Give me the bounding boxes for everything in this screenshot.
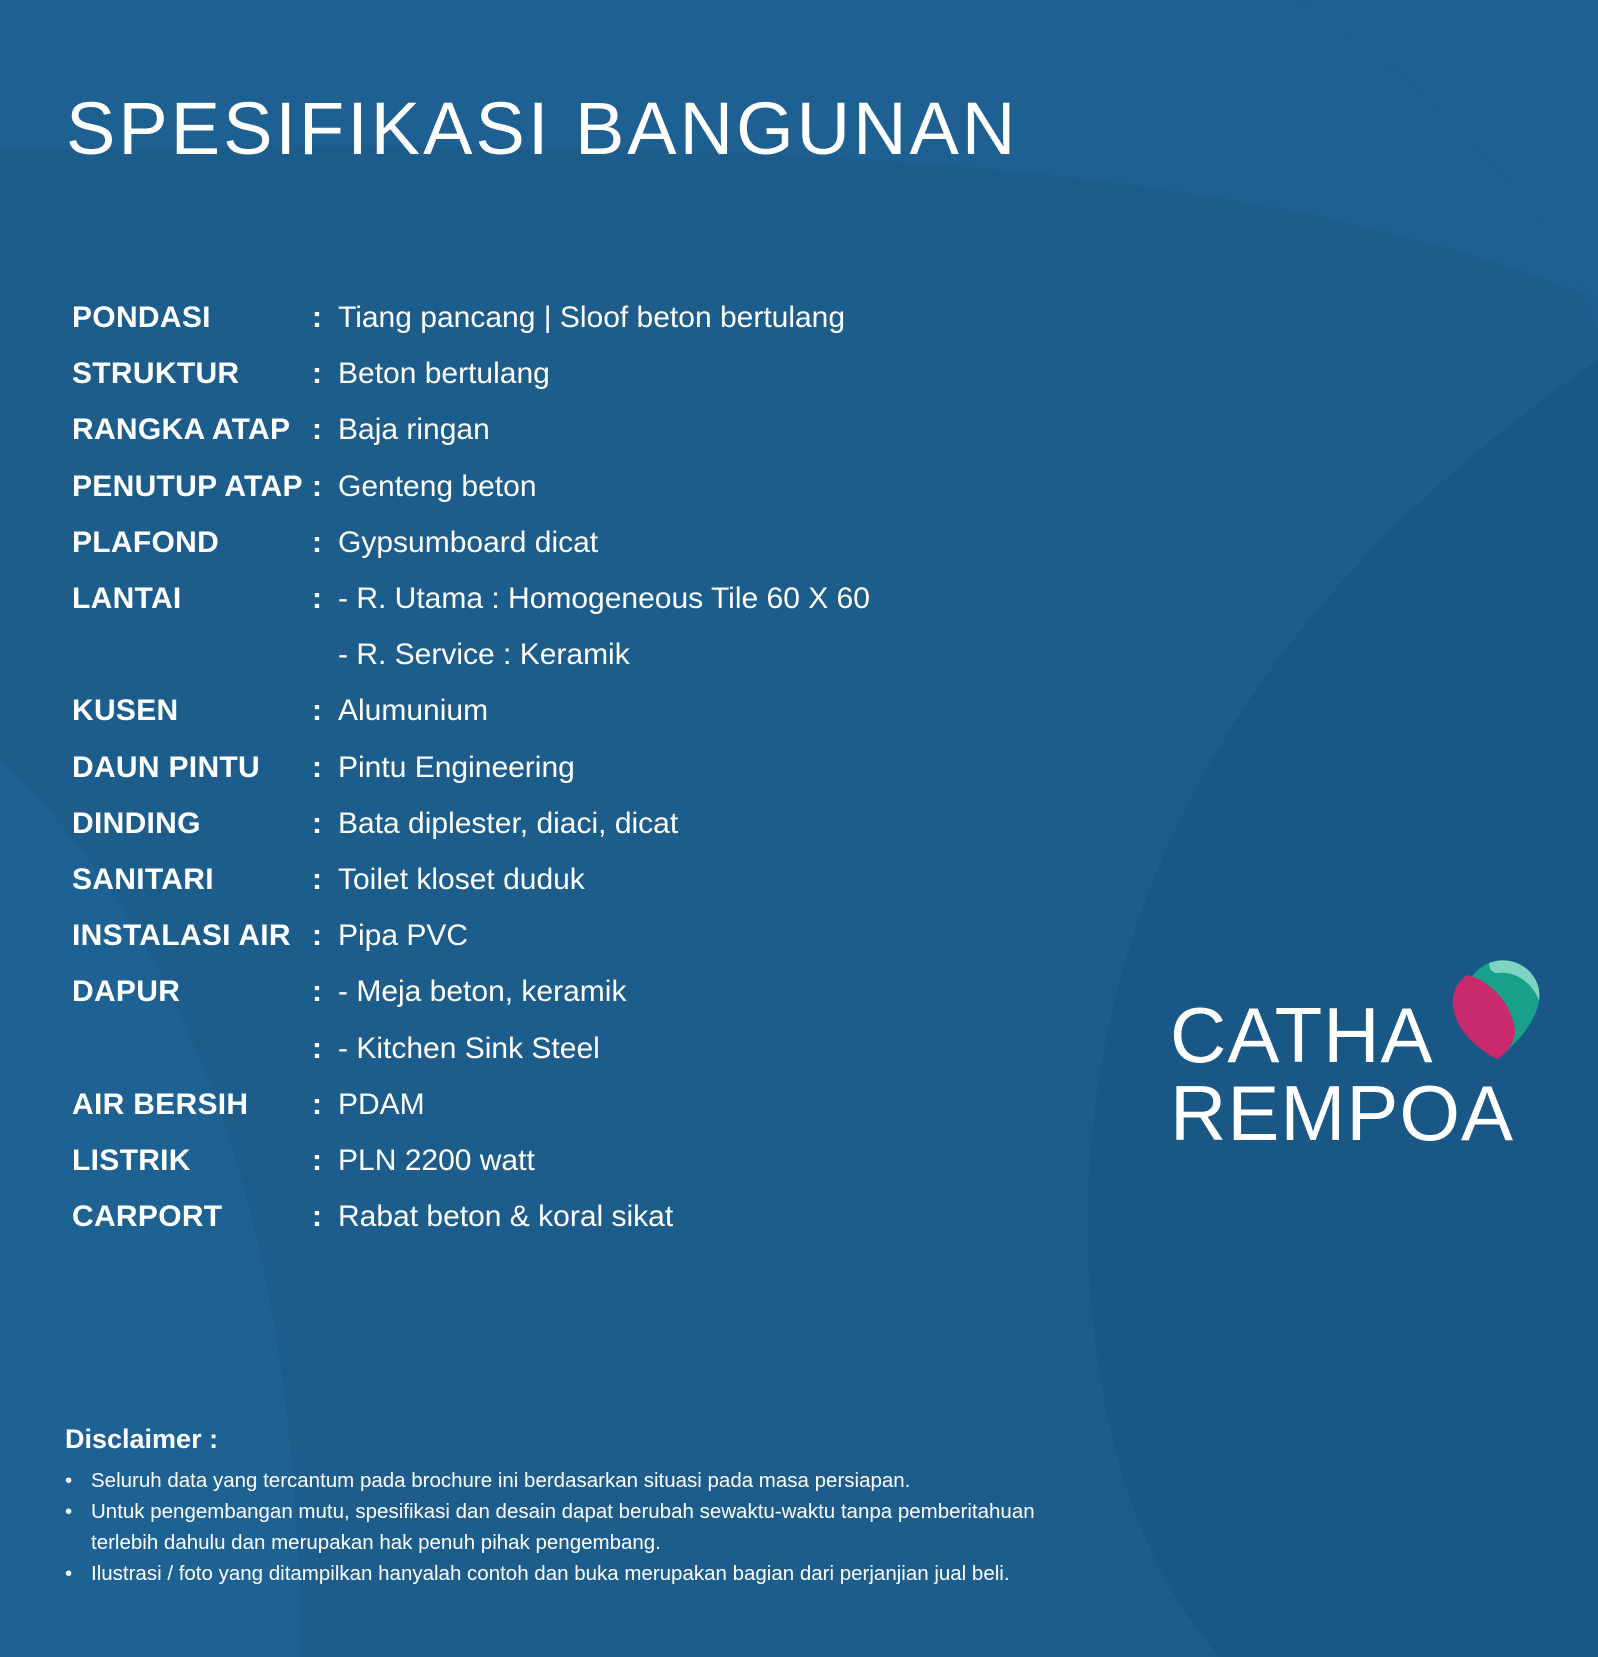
disclaimer-item [65, 1465, 1091, 1496]
spec-label: SANITARI [72, 862, 214, 896]
spec-value: PLN 2200 watt [338, 1143, 535, 1177]
spec-colon: : [312, 525, 322, 559]
spec-label: DAPUR [72, 975, 181, 1009]
spec-colon: : [312, 1143, 322, 1177]
spec-value: Genteng beton [338, 469, 537, 503]
disclaimer-list [65, 1465, 1125, 1589]
spec-label: PONDASI [72, 301, 211, 335]
spec-row [72, 1077, 870, 1133]
spec-value: Beton bertulang [338, 357, 550, 391]
disclaimer-text: Untuk pengembangan mutu, spesifikasi dan desain dapat berubah sewaktu-waktu tanpa pemberitahuan terlebih dahulu dan merupakan hak penuh pihak pengembang. [91, 1500, 1035, 1554]
spec-colon: : [312, 694, 322, 728]
spec-label: DINDING [72, 806, 201, 840]
spec-row [72, 402, 870, 458]
spec-value: Baja ringan [338, 413, 490, 447]
spec-label: LANTAI [72, 582, 182, 616]
spec-row [72, 908, 870, 964]
spec-label: PENUTUP ATAP [72, 469, 303, 503]
spec-colon: : [312, 582, 322, 616]
spec-row [72, 852, 870, 908]
spec-value: Gypsumboard dicat [338, 525, 599, 559]
spec-row [72, 964, 870, 1020]
spec-value: Bata diplester, diaci, dicat [338, 806, 679, 840]
spec-colon: : [312, 1087, 322, 1121]
spec-row [72, 515, 870, 571]
page-title: SPESIFIKASI BANGUNAN [66, 87, 1019, 170]
spec-row [72, 1189, 870, 1245]
spec-value: - Meja beton, keramik [338, 975, 627, 1009]
spec-label: CARPORT [72, 1200, 223, 1234]
disclaimer-section [65, 1424, 1125, 1589]
bullet-icon: • [65, 1562, 73, 1585]
spec-label: RANGKA ATAP [72, 413, 291, 447]
spec-value: Tiang pancang | Sloof beton bertulang [338, 301, 846, 335]
spec-row [72, 1133, 870, 1189]
spec-table [72, 290, 870, 1245]
spec-colon: : [312, 1200, 322, 1234]
spec-value: Toilet kloset duduk [338, 862, 585, 896]
spec-colon: : [312, 919, 322, 953]
spec-row [72, 571, 870, 627]
spec-colon: : [312, 806, 322, 840]
logo-text-rempoa: REMPOA [1170, 1069, 1515, 1157]
spec-colon: : [312, 1031, 322, 1065]
spec-label: KUSEN [72, 694, 179, 728]
spec-value: - R. Utama : Homogeneous Tile 60 X 60 [338, 582, 870, 616]
spec-row [72, 740, 870, 796]
spec-value: Alumunium [338, 694, 489, 728]
disclaimer-text: Ilustrasi / foto yang ditampilkan hanyalah contoh dan buka merupakan bagian dari perjanjian jual beli. [91, 1562, 1010, 1585]
leaf-drop-icon [1445, 955, 1545, 1065]
bullet-icon: • [65, 1469, 73, 1492]
disclaimer-item [65, 1496, 1091, 1558]
spec-label: AIR BERSIH [72, 1087, 249, 1121]
spec-colon: : [312, 357, 322, 391]
spec-row [72, 1020, 870, 1076]
spec-value: PDAM [338, 1087, 425, 1121]
logo-text-catha: CATHA [1170, 991, 1434, 1079]
spec-row [72, 290, 870, 346]
disclaimer-item [65, 1558, 1091, 1589]
spec-label: INSTALASI AIR [72, 919, 291, 953]
spec-row [72, 627, 870, 683]
spec-label: LISTRIK [72, 1143, 191, 1177]
spec-label: STRUKTUR [72, 357, 240, 391]
disclaimer-title: Disclaimer : [65, 1424, 219, 1454]
spec-colon: : [312, 301, 322, 335]
spec-row [72, 683, 870, 739]
spec-colon: : [312, 413, 322, 447]
bullet-icon: • [65, 1500, 73, 1523]
spec-value: Pintu Engineering [338, 750, 575, 784]
spec-row [72, 346, 870, 402]
spec-value: Rabat beton & koral sikat [338, 1200, 674, 1234]
spec-colon: : [312, 975, 322, 1009]
spec-label: DAUN PINTU [72, 750, 260, 784]
catha-rempoa-logo [1170, 955, 1550, 1157]
spec-row [72, 459, 870, 515]
disclaimer-text: Seluruh data yang tercantum pada brochure ini berdasarkan situasi pada masa persiapan. [91, 1469, 911, 1492]
spec-row [72, 796, 870, 852]
spec-label: PLAFOND [72, 525, 220, 559]
spec-value: Pipa PVC [338, 919, 469, 953]
spec-colon: : [312, 469, 322, 503]
spec-value: - R. Service : Keramik [338, 638, 630, 672]
spec-value: - Kitchen Sink Steel [338, 1031, 600, 1065]
spec-colon: : [312, 750, 322, 784]
spec-colon: : [312, 862, 322, 896]
